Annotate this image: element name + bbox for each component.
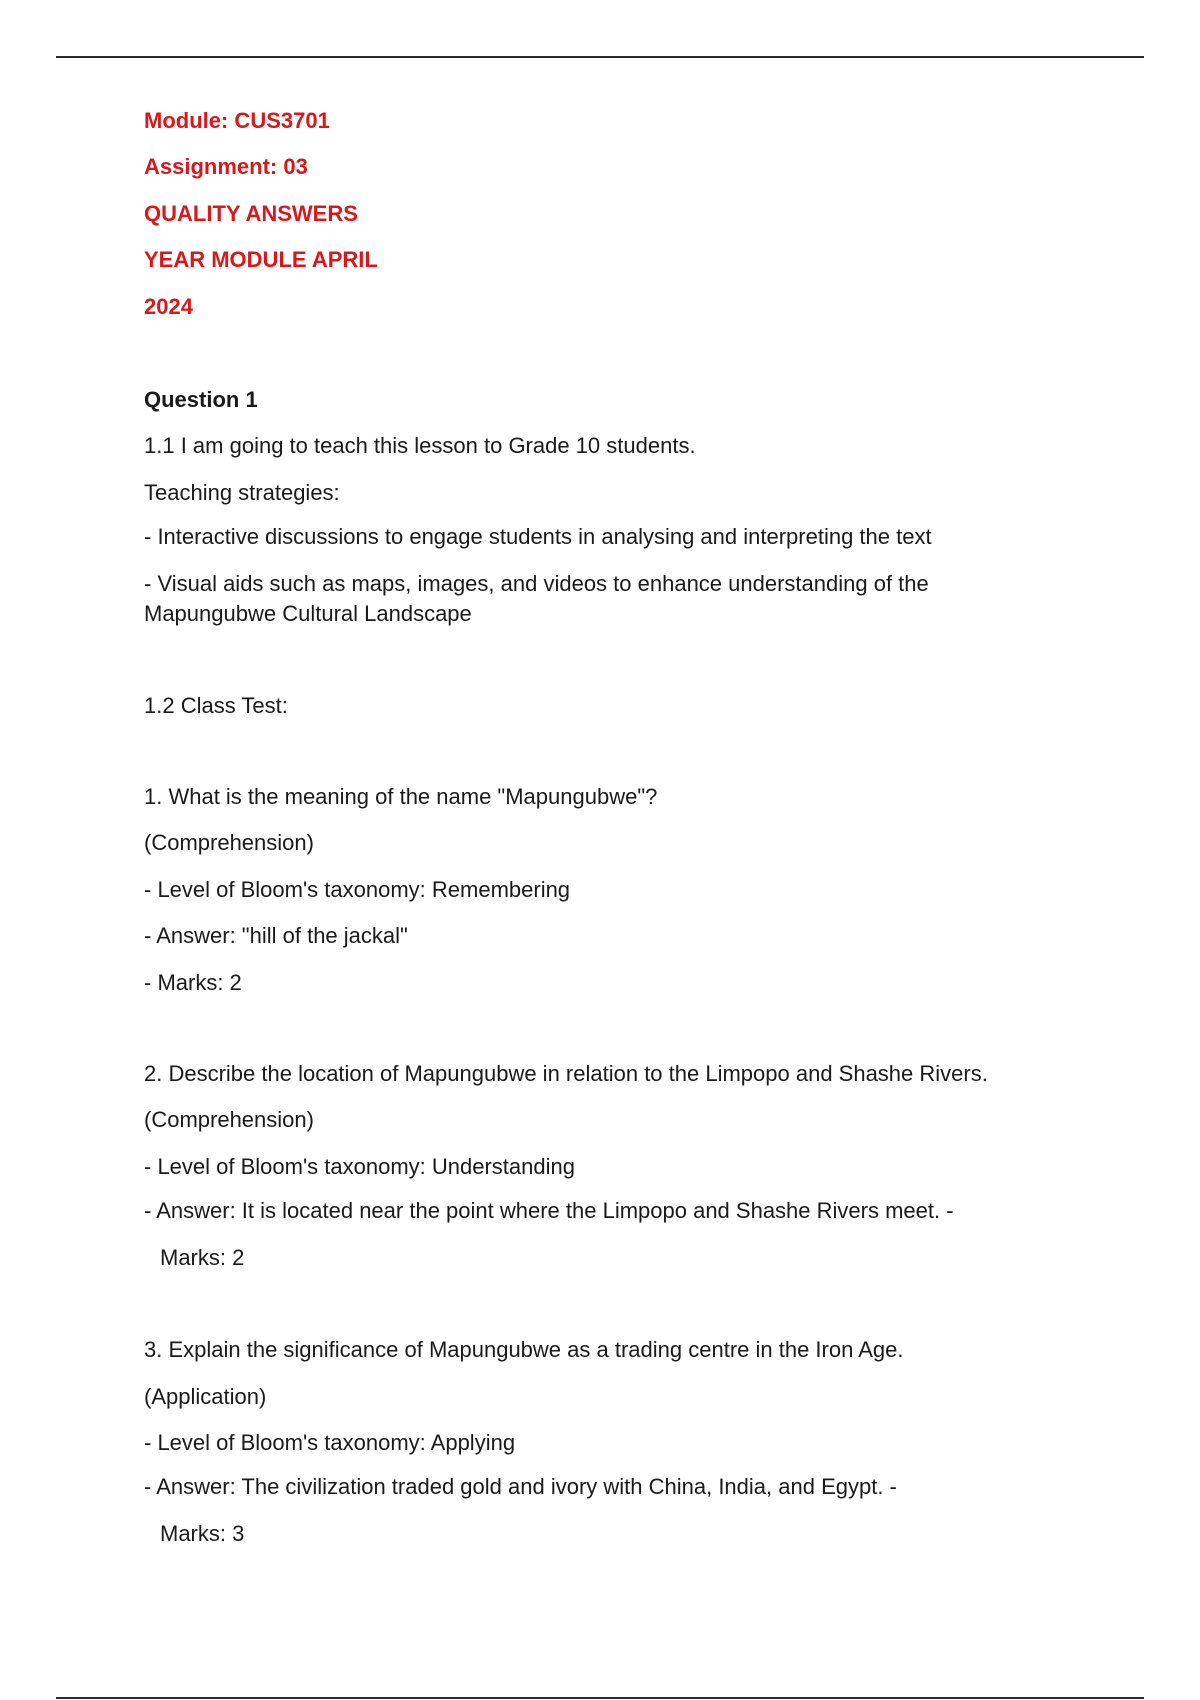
question-1-title: Question 1 [144, 387, 258, 412]
quality-answers-label: QUALITY ANSWERS [144, 201, 358, 226]
strategy-item-continuation: Mapungubwe Cultural Landscape [144, 601, 472, 626]
strategy-item: - Visual aids such as maps, images, and videos to enhance understanding of the [144, 571, 929, 596]
test-question-1: 1. What is the meaning of the name "Mapungubwe"? [144, 784, 658, 809]
test-question-1-level: - Level of Bloom's taxonomy: Remembering [144, 877, 571, 902]
year-module-label: YEAR MODULE APRIL [144, 247, 378, 272]
strategies-heading: Teaching strategies: [144, 480, 340, 505]
test-question-1-type: (Comprehension) [144, 830, 314, 855]
bottom-divider [56, 1697, 1144, 1699]
class-test-heading: 1.2 Class Test: [144, 693, 288, 718]
test-question-2-level: - Level of Bloom's taxonomy: Understanding [144, 1154, 575, 1179]
test-question-2-type: (Comprehension) [144, 1107, 314, 1132]
module-code: Module: CUS3701 [144, 108, 330, 133]
year-label: 2024 [144, 294, 193, 319]
test-question-3-answer: - Answer: The civilization traded gold and ivory with China, India, and Egypt. - [144, 1474, 897, 1499]
question-1-intro: 1.1 I am going to teach this lesson to Grade 10 students. [144, 433, 696, 458]
assignment-number: Assignment: 03 [144, 154, 308, 179]
test-question-3-type: (Application) [144, 1384, 267, 1409]
test-question-2: 2. Describe the location of Mapungubwe in relation to the Limpopo and Shashe Rivers. [144, 1061, 988, 1086]
strategy-item: - Interactive discussions to engage students in analysing and interpreting the text [144, 524, 932, 549]
test-question-1-answer: - Answer: "hill of the jackal" [144, 923, 408, 948]
test-question-3-marks: Marks: 3 [160, 1521, 245, 1546]
test-question-3: 3. Explain the significance of Mapungubwe as a trading centre in the Iron Age. [144, 1337, 904, 1362]
top-divider [56, 56, 1144, 58]
test-question-3-level: - Level of Bloom's taxonomy: Applying [144, 1430, 516, 1455]
test-question-1-marks: - Marks: 2 [144, 970, 242, 995]
test-question-2-answer: - Answer: It is located near the point where the Limpopo and Shashe Rivers meet. - [144, 1198, 954, 1223]
test-question-2-marks: Marks: 2 [160, 1245, 245, 1270]
